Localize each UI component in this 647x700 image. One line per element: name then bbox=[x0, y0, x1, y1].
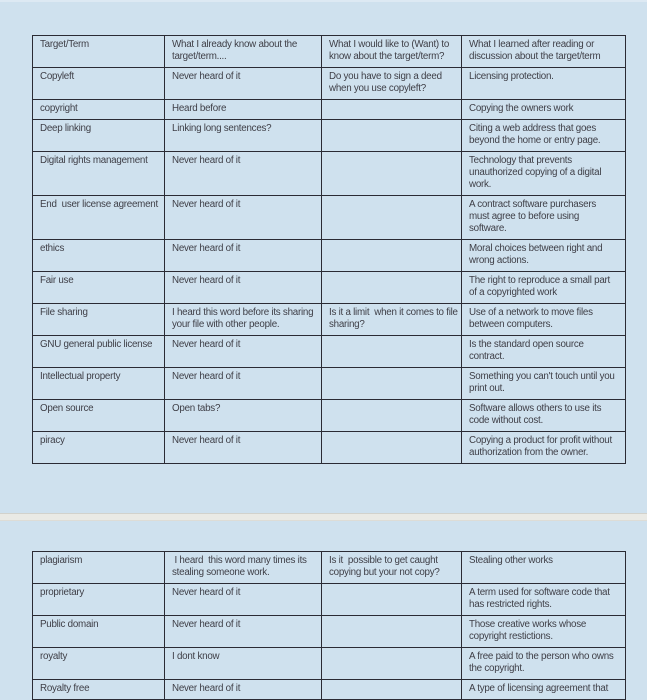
cell-know: Never heard of it bbox=[165, 432, 322, 464]
cell-know: Linking long sentences? bbox=[165, 120, 322, 152]
table-row bbox=[33, 196, 626, 240]
cell-learned: Copying a product for profit without authorization from the owner. bbox=[462, 432, 626, 464]
header-row bbox=[33, 36, 626, 68]
cell-learned: Copying the owners work bbox=[462, 100, 626, 120]
cell-know: Never heard of it bbox=[165, 272, 322, 304]
cell-term: End user license agreement bbox=[33, 196, 165, 240]
cell-want bbox=[322, 196, 462, 240]
cell-term: copyright bbox=[33, 100, 165, 120]
cell-want bbox=[322, 120, 462, 152]
cell-want bbox=[322, 336, 462, 368]
cell-want: Do you have to sign a deed when you use copyleft? bbox=[322, 68, 462, 100]
cell-learned: Use of a network to move files between computers. bbox=[462, 304, 626, 336]
cell-want bbox=[322, 368, 462, 400]
cell-know: Never heard of it bbox=[165, 680, 322, 700]
cell-want bbox=[322, 648, 462, 680]
column-header-term: Target/Term bbox=[33, 36, 165, 68]
cell-learned: A type of licensing agreement that bbox=[462, 680, 626, 700]
table-row bbox=[33, 120, 626, 152]
cell-know: Never heard of it bbox=[165, 336, 322, 368]
cell-want bbox=[322, 240, 462, 272]
table-row bbox=[33, 272, 626, 304]
table-row bbox=[33, 400, 626, 432]
cell-learned: Citing a web address that goes beyond the home or entry page. bbox=[462, 120, 626, 152]
table-row bbox=[33, 432, 626, 464]
table-row bbox=[33, 552, 626, 584]
cell-term: GNU general public license bbox=[33, 336, 165, 368]
page-top-edge bbox=[0, 0, 647, 2]
cell-want bbox=[322, 584, 462, 616]
table-row bbox=[33, 240, 626, 272]
table-row bbox=[33, 304, 626, 336]
cell-term: Deep linking bbox=[33, 120, 165, 152]
cell-know: I dont know bbox=[165, 648, 322, 680]
cell-term: proprietary bbox=[33, 584, 165, 616]
cell-want bbox=[322, 616, 462, 648]
cell-term: Digital rights management bbox=[33, 152, 165, 196]
cell-know: Never heard of it bbox=[165, 616, 322, 648]
cell-learned: Those creative works whose copyright restictions. bbox=[462, 616, 626, 648]
cell-term: Public domain bbox=[33, 616, 165, 648]
table-row bbox=[33, 584, 626, 616]
cell-want bbox=[322, 100, 462, 120]
cell-know: Never heard of it bbox=[165, 584, 322, 616]
cell-term: Fair use bbox=[33, 272, 165, 304]
cell-learned: A term used for software code that has restricted rights. bbox=[462, 584, 626, 616]
cell-term: Open source bbox=[33, 400, 165, 432]
cell-term: File sharing bbox=[33, 304, 165, 336]
cell-know: Never heard of it bbox=[165, 368, 322, 400]
cell-term: Copyleft bbox=[33, 68, 165, 100]
cell-know: Never heard of it bbox=[165, 240, 322, 272]
cell-learned: The right to reproduce a small part of a copyrighted work bbox=[462, 272, 626, 304]
table-row bbox=[33, 368, 626, 400]
column-header-know: What I already know about the target/term.... bbox=[165, 36, 322, 68]
cell-know: Never heard of it bbox=[165, 68, 322, 100]
cell-want: Is it possible to get caught copying but your not copy? bbox=[322, 552, 462, 584]
table-row bbox=[33, 336, 626, 368]
cell-term: piracy bbox=[33, 432, 165, 464]
kwl-table-page-1 bbox=[32, 35, 626, 464]
table-row bbox=[33, 68, 626, 100]
cell-learned: Something you can't touch until you print out. bbox=[462, 368, 626, 400]
cell-learned: Technology that prevents unauthorized copying of a digital work. bbox=[462, 152, 626, 196]
cell-want bbox=[322, 152, 462, 196]
table-row bbox=[33, 100, 626, 120]
cell-know: Never heard of it bbox=[165, 152, 322, 196]
cell-term: ethics bbox=[33, 240, 165, 272]
cell-term: Intellectual property bbox=[33, 368, 165, 400]
cell-learned: A free paid to the person who owns the copyright. bbox=[462, 648, 626, 680]
column-header-learned: What I learned after reading or discussion about the target/term bbox=[462, 36, 626, 68]
cell-learned: Software allows others to use its code without cost. bbox=[462, 400, 626, 432]
cell-want bbox=[322, 432, 462, 464]
cell-learned: Stealing other works bbox=[462, 552, 626, 584]
table-row bbox=[33, 616, 626, 648]
cell-term: Royalty free bbox=[33, 680, 165, 700]
cell-know: Never heard of it bbox=[165, 196, 322, 240]
cell-learned: Moral choices between right and wrong actions. bbox=[462, 240, 626, 272]
table-row bbox=[33, 680, 626, 700]
table-row bbox=[33, 648, 626, 680]
cell-know: I heard this word before its sharing your file with other people. bbox=[165, 304, 322, 336]
cell-want: Is it a limit when it comes to file sharing? bbox=[322, 304, 462, 336]
column-header-want: What I would like to (Want) to know about the target/term? bbox=[322, 36, 462, 68]
cell-learned: A contract software purchasers must agree to before using software. bbox=[462, 196, 626, 240]
cell-know: Heard before bbox=[165, 100, 322, 120]
cell-learned: Is the standard open source contract. bbox=[462, 336, 626, 368]
cell-want bbox=[322, 680, 462, 700]
kwl-table-page-2 bbox=[32, 551, 626, 700]
cell-want bbox=[322, 272, 462, 304]
cell-learned: Licensing protection. bbox=[462, 68, 626, 100]
cell-term: royalty bbox=[33, 648, 165, 680]
cell-want bbox=[322, 400, 462, 432]
cell-know: Open tabs? bbox=[165, 400, 322, 432]
cell-term: plagiarism bbox=[33, 552, 165, 584]
cell-know: I heard this word many times its stealing someone work. bbox=[165, 552, 322, 584]
table-row bbox=[33, 152, 626, 196]
page-break bbox=[0, 513, 647, 521]
